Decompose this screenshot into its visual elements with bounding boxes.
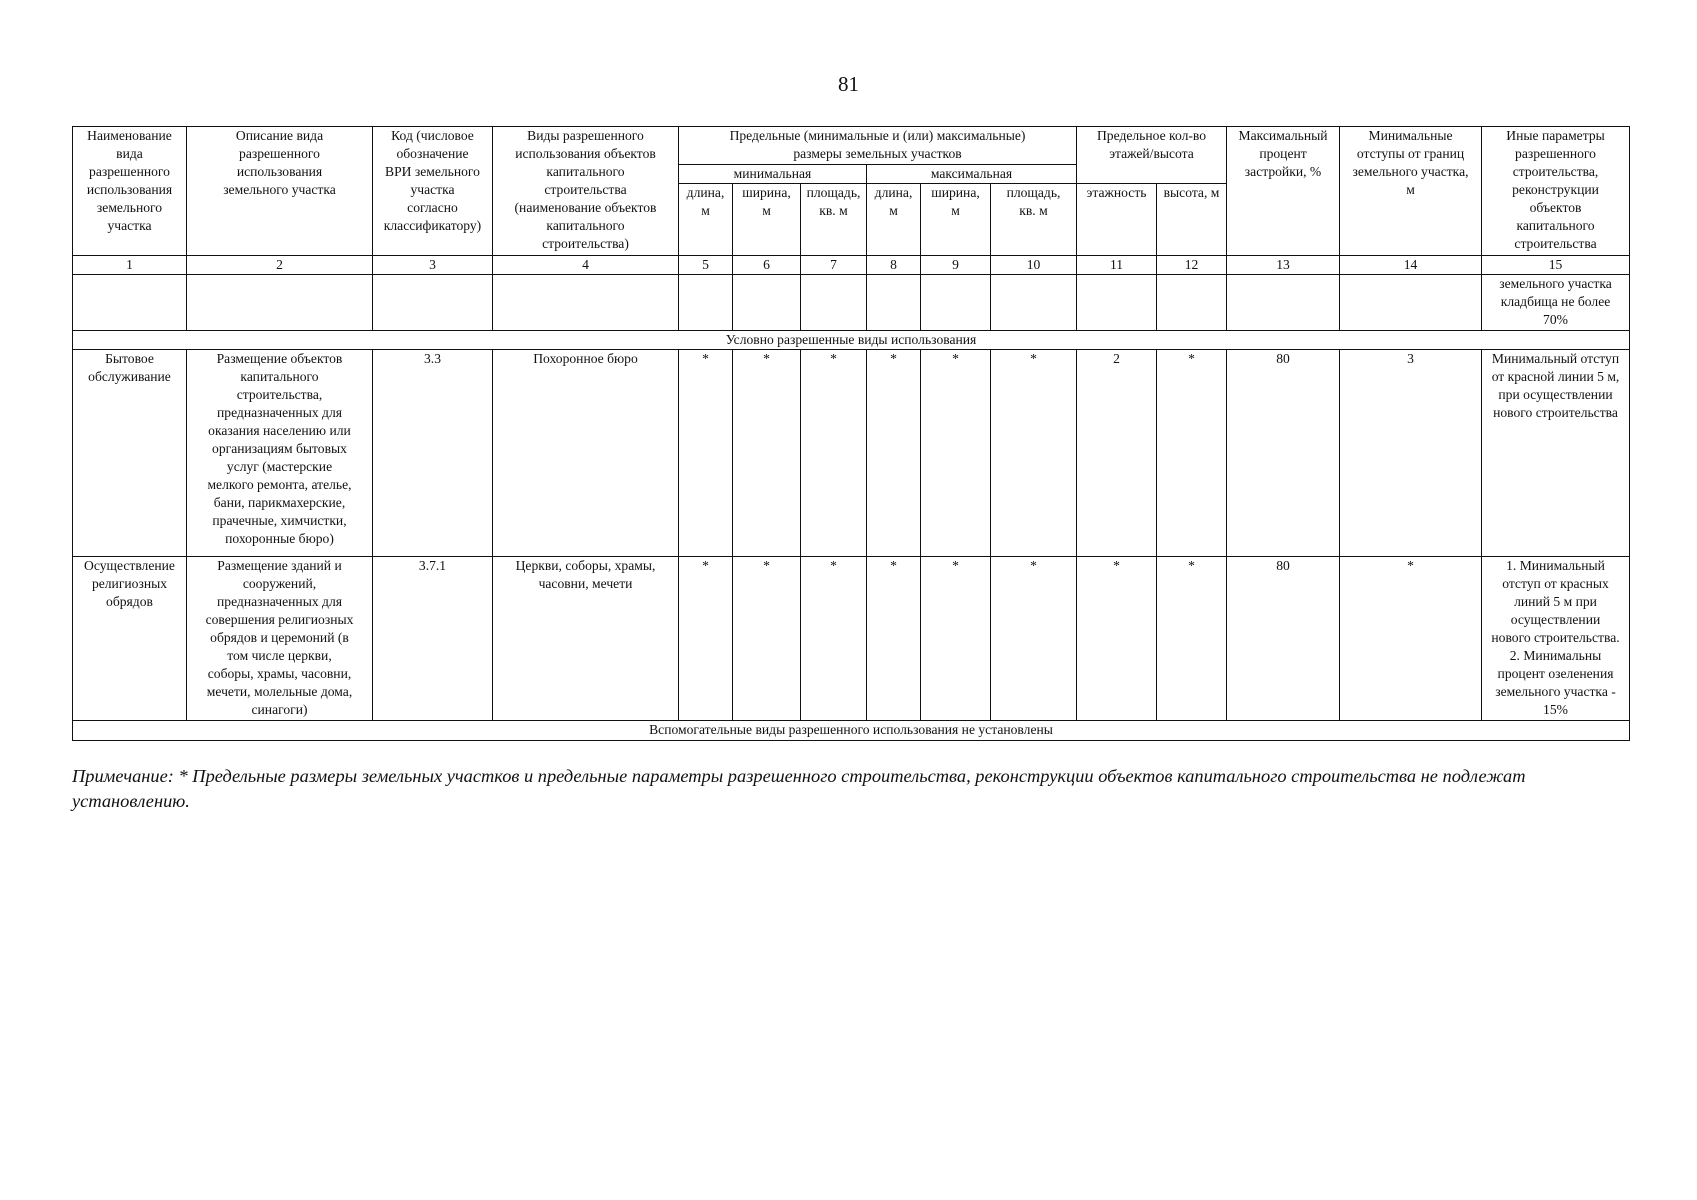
table-row — [73, 350, 1630, 557]
header-width-max: ширина, м — [921, 184, 991, 256]
header-max-percent: Максимальный процент застройки, % — [1227, 127, 1340, 256]
table-cell — [867, 275, 921, 331]
header-area-max: площадь, кв. м — [991, 184, 1077, 256]
header-length-max: длина, м — [867, 184, 921, 256]
table-cell — [1157, 275, 1227, 331]
page-number: 81 — [838, 72, 859, 96]
continuation-other: земельного участка кладбища не более 70% — [1482, 275, 1630, 331]
header-name: Наименование вида разрешенного использования земельного участка — [73, 127, 187, 256]
column-number: 11 — [1077, 256, 1157, 275]
column-number: 4 — [493, 256, 679, 275]
column-number: 14 — [1340, 256, 1482, 275]
column-number: 5 — [679, 256, 733, 275]
width-max: * — [921, 557, 991, 721]
table-cell — [921, 275, 991, 331]
use-description: Размещение объектов капитального строительства, предназначенных для оказания населению или организациям бытовых услуг (мастерские мелкого ремонта, ателье, бани, парикмахерские, прачечные, химчистки, похоронные бюро) — [187, 350, 373, 557]
section-conditional: Условно разрешенные виды использования — [73, 331, 1630, 350]
table-row — [73, 557, 1630, 721]
column-number: 12 — [1157, 256, 1227, 275]
max-percent: 80 — [1227, 350, 1340, 557]
area-max: * — [991, 557, 1077, 721]
height: * — [1157, 350, 1227, 557]
header-height: высота, м — [1157, 184, 1227, 256]
section-auxiliary: Вспомогательные виды разрешенного использования не установлены — [73, 721, 1630, 741]
column-number: 2 — [187, 256, 373, 275]
header-width-min: ширина, м — [733, 184, 801, 256]
use-code: 3.7.1 — [373, 557, 493, 721]
width-max: * — [921, 350, 991, 557]
header-floors-height: Предельное кол-во этажей/высота — [1077, 127, 1227, 184]
header-min: минимальная — [679, 165, 867, 184]
table-cell — [493, 275, 679, 331]
length-max: * — [867, 350, 921, 557]
area-max: * — [991, 350, 1077, 557]
column-number: 3 — [373, 256, 493, 275]
use-code: 3.3 — [373, 350, 493, 557]
table-cell — [679, 275, 733, 331]
use-objects: Церкви, соборы, храмы, часовни, мечети — [493, 557, 679, 721]
area-min: * — [801, 350, 867, 557]
table-cell — [1227, 275, 1340, 331]
table-cell — [187, 275, 373, 331]
length-max: * — [867, 557, 921, 721]
column-number: 10 — [991, 256, 1077, 275]
table-cell — [373, 275, 493, 331]
floors: 2 — [1077, 350, 1157, 557]
floors: * — [1077, 557, 1157, 721]
header-objects: Виды разрешенного использования объектов капитального строительства (наименование объектов капитального строительства) — [493, 127, 679, 256]
continuation-row — [73, 275, 1630, 331]
column-number: 7 — [801, 256, 867, 275]
table-cell — [73, 275, 187, 331]
table-cell — [1077, 275, 1157, 331]
column-number: 8 — [867, 256, 921, 275]
other-params: 1. Минимальный отступ от красных линий 5 м при осуществлении нового строительства. 2. Минимальны процент озеленения земельного участка - 15% — [1482, 557, 1630, 721]
header-limits: Предельные (минимальные и (или) максимальные) размеры земельных участков — [679, 127, 1077, 165]
header-min-setbacks: Минимальные отступы от границ земельного участка, м — [1340, 127, 1482, 256]
header-floors: этажность — [1077, 184, 1157, 256]
use-description: Размещение зданий и сооружений, предназначенных для совершения религиозных обрядов и церемоний (в том числе церкви, соборы, храмы, часовни, мечети, молельные дома, синагоги) — [187, 557, 373, 721]
column-number: 13 — [1227, 256, 1340, 275]
use-objects: Похоронное бюро — [493, 350, 679, 557]
table-cell — [1340, 275, 1482, 331]
width-min: * — [733, 557, 801, 721]
width-min: * — [733, 350, 801, 557]
header-description: Описание вида разрешенного использования земельного участка — [187, 127, 373, 256]
length-min: * — [679, 557, 733, 721]
column-number-row — [73, 256, 1630, 275]
header-area-min: площадь, кв. м — [801, 184, 867, 256]
header-length-min: длина, м — [679, 184, 733, 256]
header-code: Код (числовое обозначение ВРИ земельного участка согласно классификатору) — [373, 127, 493, 256]
other-params: Минимальный отступ от красной линии 5 м, при осуществлении нового строительства — [1482, 350, 1630, 557]
use-name: Бытовое обслуживание — [73, 350, 187, 557]
footnote: Примечание: * Предельные размеры земельных участков и предельные параметры разрешенного строительства, реконструкции объектов капитального строительства не подлежат установлению. — [72, 766, 1526, 811]
land-use-table — [72, 126, 1630, 741]
header-max: максимальная — [867, 165, 1077, 184]
table-cell — [733, 275, 801, 331]
use-name: Осуществление религиозных обрядов — [73, 557, 187, 721]
length-min: * — [679, 350, 733, 557]
min-setbacks: * — [1340, 557, 1482, 721]
header-row-1 — [73, 127, 1630, 165]
area-min: * — [801, 557, 867, 721]
max-percent: 80 — [1227, 557, 1340, 721]
column-number: 9 — [921, 256, 991, 275]
header-other: Иные параметры разрешенного строительства, реконструкции объектов капитального строительства — [1482, 127, 1630, 256]
table-cell — [991, 275, 1077, 331]
min-setbacks: 3 — [1340, 350, 1482, 557]
section-row — [73, 331, 1630, 350]
section-row — [73, 721, 1630, 741]
table-cell — [801, 275, 867, 331]
column-number: 6 — [733, 256, 801, 275]
column-number: 1 — [73, 256, 187, 275]
height: * — [1157, 557, 1227, 721]
column-number: 15 — [1482, 256, 1630, 275]
